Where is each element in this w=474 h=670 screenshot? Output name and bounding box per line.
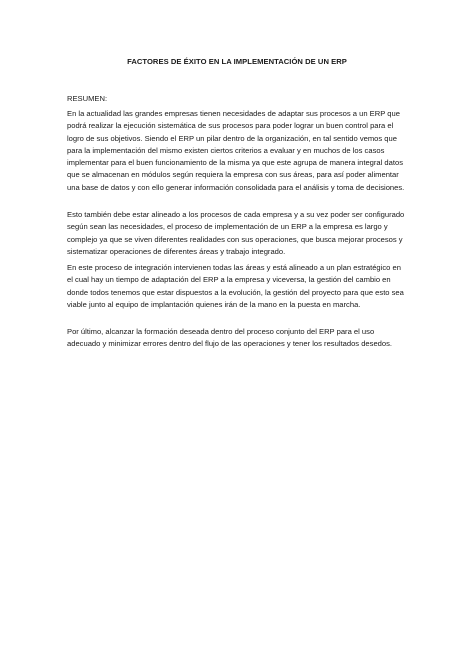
summary-label: RESUMEN: — [67, 94, 108, 103]
paragraph-4: Por último, alcanzar la formación deseada dentro del proceso conjunto del ERP para el uso adecuado y minimizar errores dentro del flujo de las operaciones y tener los resultados desedos. — [67, 327, 393, 349]
paragraph-3: En este proceso de integración intervienen todas las áreas y está alineado a un plan estratégico en el cual hay un tiempo de adaptación del ERP a la empresa y viceversa, la gestión del cambio en donde todos tenemos que estar dispuestos a la evolución, la gestión del proyecto para que esto sea viable junto al equipo de implantación quienes irán de la mano en la puesta en marcha. — [67, 263, 404, 309]
document-title: FACTORES DE ÉXITO EN LA IMPLEMENTACIÓN DE UN ERP — [127, 57, 347, 66]
paragraph-1: En la actualidad las grandes empresas tienen necesidades de adaptar sus procesos a un ERP que podrá realizar la ejecución sistemática de sus procesos para poder lograr un buen control para el logro de sus objetivos. Siendo el ERP un pilar dentro de la organización, en tal sentido vemos que para la implementación del mismo existen ciertos criterios a evaluar y en muchos de los casos implementar para el buen funcionamiento de la misma ya que este agrupa de manera integral datos que se almacenan en módulos según requiera la empresa con sus áreas, para así poder alimentar una base de datos y con ello generar información consolidada para el análisis y toma de decisiones. — [67, 109, 405, 192]
paragraph-2: Esto también debe estar alineado a los procesos de cada empresa y a su vez poder ser configurado según sean las necesidades, el proceso de implementación de un ERP a la empresa es largo y complejo ya que se viven diferentes realidades con sus operaciones, que busca mejorar procesos y sistematizar operaciones de diferentes áreas y trabajo integrado. — [67, 210, 405, 256]
